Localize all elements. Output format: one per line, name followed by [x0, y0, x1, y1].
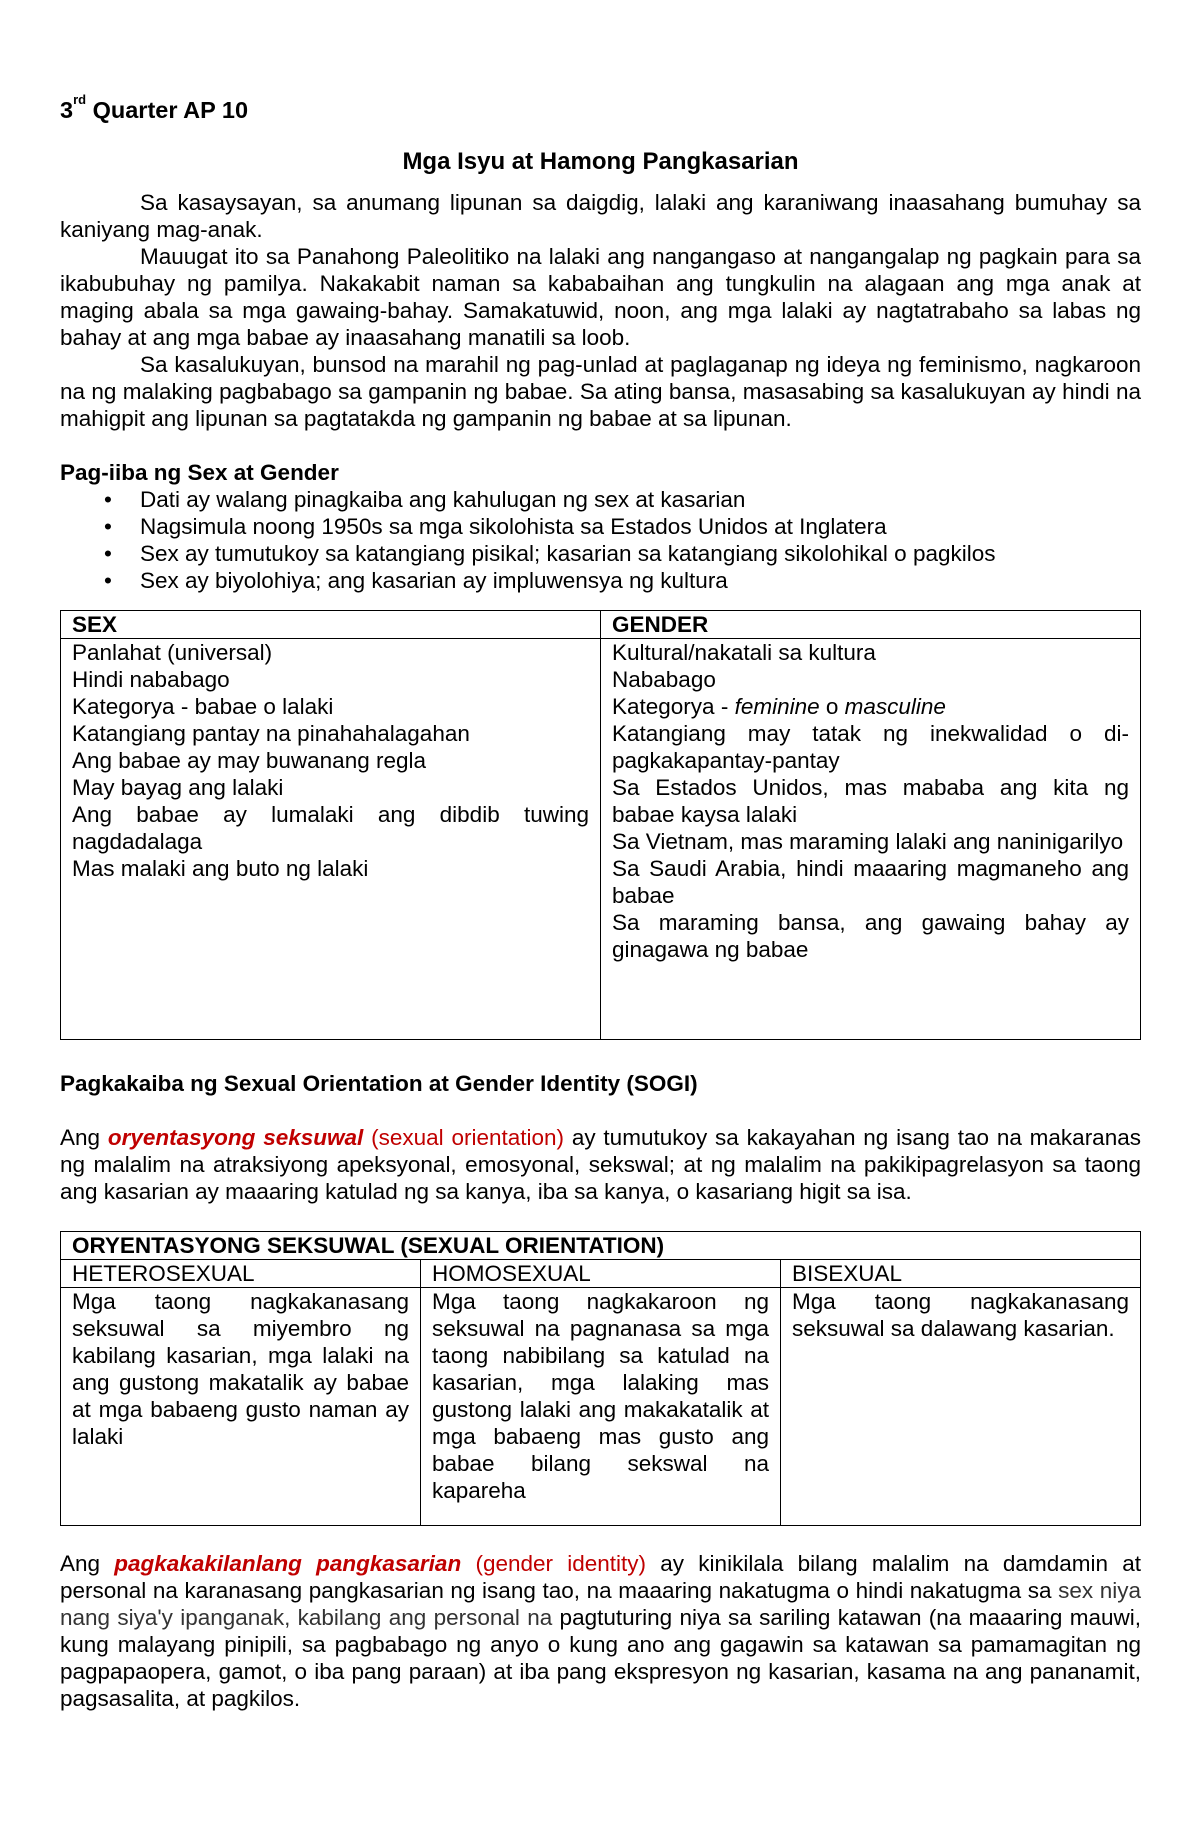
heterosexual-header: HETEROSEXUAL	[61, 1260, 421, 1288]
quarter-suffix: rd	[73, 92, 87, 107]
gender-item	[612, 693, 1129, 720]
orientation-term: oryentasyong seksuwal	[107, 1125, 364, 1150]
gender-item-text: o	[819, 694, 845, 719]
sex-item: Katangiang pantay na pinahahalagahan	[72, 721, 470, 746]
sex-gender-bullet-list	[60, 486, 1141, 594]
homosexual-description: Mga taong nagkakaroon ng seksuwal na pagnanasa sa mga taong nabibilang sa katulad na kasarian, mga lalaking mas gustong lalaki ang makakatalik at mga babaeng mas gusto ang babae bilang sekswal na kapareha	[421, 1288, 781, 1526]
sex-item: Ang babae ay may buwanang regla	[72, 748, 427, 773]
paragraph-text: pagtuturing niya sa sariling katawan (na maaaring mauwi, kung malayang pinipili, sa pagbabago ng anyo o kung ano ang gagawin sa katawan sa pamamagitan ng pagpapaopera, gamot, o iba pang paraan) at iba pang ekspresyon ng kasarian, kasama na ang pananamit, pagsasalita, at pagkilos.	[60, 1605, 1142, 1711]
bullet-item: • Sex ay biyolohiya; ang kasarian ay impluwensya ng kultura	[104, 567, 1141, 594]
sex-gender-table	[60, 610, 1141, 1040]
gender-item: Sa Saudi Arabia, hindi maaaring magmaneho ang babae	[612, 856, 1129, 908]
sex-item: Kategorya - babae o lalaki	[72, 694, 334, 719]
sex-column-header: SEX	[61, 611, 601, 639]
sex-item: Hindi nababago	[72, 667, 230, 692]
sex-gender-section-title: Pag-iiba ng Sex at Gender	[60, 460, 339, 485]
sex-item: Mas malaki ang buto ng lalaki	[72, 856, 369, 881]
paragraph-text: ay kinikilala bilang malalim na damdamin at personal na karanasang pangkasarian ng isang tao, na maaaring nakatugma o hindi nakatugma sa	[60, 1551, 1141, 1603]
gender-identity-term: pagkakakilanlang pangkasarian	[114, 1551, 462, 1576]
intro-paragraph-3: Sa kasalukuyan, bunsod na marahil ng pag-unlad at paglaganap ng ideya ng feminismo, nagkaroon na ng malaking pagbabago sa gampanin ng babae. Sa ating bansa, masasabing sa kasalukuyan ay hindi na mahigpit ang lipunan sa pagtatakda ng gampanin ng babae at sa lipunan.	[60, 352, 1141, 431]
heterosexual-description: Mga taong nagkakanasang seksuwal sa miyembro ng kabilang kasarian, mga lalaki na ang gustong makatalik ay babae at mga babaeng gusto naman ay lalaki	[61, 1288, 421, 1526]
orientation-paragraph	[60, 1124, 1141, 1205]
gender-item: Sa Vietnam, mas maraming lalaki ang naninigarilyo	[612, 829, 1124, 854]
bullet-item: • Sex ay tumutukoy sa katangiang pisikal; kasarian sa katangiang sikolohikal o pagkilos	[104, 540, 1141, 567]
document-page	[60, 92, 1142, 1712]
intro-paragraph-2: Mauugat ito sa Panahong Paleolitiko na lalaki ang nangangaso at nangangalap ng pagkain para sa ikabubuhay ng pamilya. Nakakabit naman sa kababaihan ang tungkulin na alagaan ang mga anak at maging abala sa mga gawaing-bahay. Samakatuwid, noon, ang mga lalaki ay nagtatrabaho sa labas ng bahay at ang mga babae ay inaasahang manatili sa loob.	[60, 244, 1141, 350]
gender-column-header: GENDER	[601, 611, 1141, 639]
sex-item: May bayag ang lalaki	[72, 775, 284, 800]
sexual-orientation-table	[60, 1231, 1141, 1526]
gender-column-cell	[601, 639, 1141, 1040]
gender-identity-paragraph	[60, 1550, 1141, 1712]
gender-item-masculine: masculine	[844, 694, 946, 719]
paragraph-text	[461, 1551, 475, 1576]
sex-item: Ang babae ay lumalaki ang dibdib tuwing nagdadalaga	[72, 802, 589, 854]
quarter-label: Quarter AP 10	[86, 97, 249, 123]
gender-identity-english-term: (gender identity)	[475, 1551, 647, 1576]
paragraph-text: ay tumutukoy sa kakayahan ng isang tao na makaranas ng malalim na atraksiyong apeksyonal, emosyonal, sekswal; at ng malalim na pakikipagrelasyon sa taong ang kasarian ay maaaring katulad ng sa kanya, iba sa kanya, o kasariang higit sa isa.	[60, 1125, 1141, 1204]
quarter-number: 3	[60, 97, 74, 123]
bullet-item: • Dati ay walang pinagkaiba ang kahulugan ng sex at kasarian	[104, 486, 1141, 513]
paragraph-text: Ang	[60, 1551, 115, 1576]
paragraph-text	[363, 1125, 371, 1150]
gender-item: Katangiang may tatak ng inekwalidad o di-pagkakapantay-pantay	[612, 721, 1129, 773]
quarter-heading	[60, 92, 1141, 125]
sogi-section-title: Pagkakaiba ng Sexual Orientation at Gender Identity (SOGI)	[60, 1071, 698, 1096]
gender-item: Nababago	[612, 667, 716, 692]
page-title: Mga Isyu at Hamong Pangkasarian	[402, 148, 799, 175]
bisexual-header: BISEXUAL	[781, 1260, 1141, 1288]
gender-item: Sa maraming bansa, ang gawaing bahay ay ginagawa ng babae	[612, 910, 1129, 962]
orientation-english-term: (sexual orientation)	[371, 1125, 565, 1150]
intro-paragraph-1: Sa kasaysayan, sa anumang lipunan sa daigdig, lalaki ang karaniwang inaasahang bumuhay sa kaniyang mag-anak.	[60, 190, 1141, 242]
sex-item: Panlahat (universal)	[72, 640, 273, 665]
homosexual-header: HOMOSEXUAL	[421, 1260, 781, 1288]
sex-column-cell	[61, 639, 601, 1040]
paragraph-text: Ang	[60, 1125, 108, 1150]
gender-item: Sa Estados Unidos, mas mababa ang kita ng babae kaysa lalaki	[612, 775, 1129, 827]
gender-item-text: Kategorya -	[612, 694, 735, 719]
gender-item: Kultural/nakatali sa kultura	[612, 640, 876, 665]
orientation-table-title: ORYENTASYONG SEKSUWAL (SEXUAL ORIENTATION)	[61, 1232, 1141, 1260]
paragraph-text-muted: sex niya nang siya'y ipanganak, kabilang ang personal na	[60, 1578, 1141, 1630]
gender-item-feminine: feminine	[734, 694, 820, 719]
bullet-item: • Nagsimula noong 1950s sa mga sikolohista sa Estados Unidos at Inglatera	[104, 513, 1141, 540]
bisexual-description: Mga taong nagkakanasang seksuwal sa dalawang kasarian.	[781, 1288, 1141, 1526]
